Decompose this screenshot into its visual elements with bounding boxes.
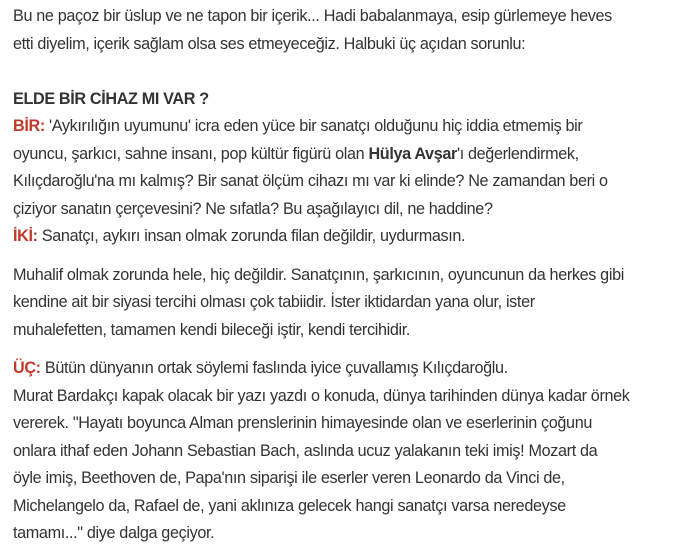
bir-label: BİR:: [13, 117, 45, 135]
para4-line-6: tamamı..." diye dalga geçiyor.: [13, 524, 215, 542]
bir-name: Hülya Avşar: [368, 144, 457, 163]
para4-line-5: Michelangelo da, Rafael de, yani aklınıza gelecek hangi sanatçı varsa neredeyse: [13, 496, 566, 515]
uc-label: ÜÇ:: [13, 359, 41, 377]
article-body: [13, 3, 681, 548]
intro-line-1: Bu ne paçoz bir üslup ve ne tapon bir içerik... Hadi babalanmaya, esip gürlemeye heves: [13, 7, 612, 25]
section-heading: ELDE BİR CİHAZ MI VAR ?: [13, 89, 209, 108]
uc-text: Bütün dünyanın ortak söylemi faslında iyice çuvallamış Kılıçdaroğlu.: [40, 359, 508, 377]
bir-line-2: [13, 141, 681, 169]
iki-label: İKİ:: [13, 227, 38, 245]
para4-line-1: Murat Bardakçı kapak olacak bir yazı yazdı o konuda, dünya tarihinden dünya kadar örnek: [13, 386, 630, 405]
para4-line-2: vererek. "Hayatı boyunca Alman prenslerinin himayesinde olan ve eserlerinin çoğunu: [13, 414, 593, 432]
bir-line-4: çiziyor sanatın çerçevesini? Ne sıfatla? Bu aşağılayıcı dil, ne haddine?: [13, 199, 493, 218]
paragraph-spacer: [13, 344, 681, 355]
bir-text-2a: oyuncu, şarkıcı, sahne insanı, pop kültür figürü olan: [13, 144, 369, 163]
bir-text-1: 'Aykırılığın uyumunu' icra eden yüce bir sanatçı olduğunu hiç iddia etmemiş bir: [44, 117, 583, 135]
para3-line-2: kendine ait bir siyasi tercihi olması çok tabiidir. İster iktidardan yana olur, ister: [13, 293, 535, 311]
uc-line: [13, 355, 681, 383]
iki-text: Sanatçı, aykırı insan olmak zorunda filan değildir, uydurmasın.: [37, 227, 466, 245]
para3-line-1: Muhalif olmak zorunda hele, hiç değildir. Sanatçının, şarkıcının, oyuncunun da herkes gibi: [13, 265, 624, 284]
para3-line-3: muhalefetten, tamamen kendi bileceği iştir, kendi tercihidir.: [13, 320, 411, 339]
para4-line-3: onlara ithaf eden Johann Sebastian Bach, aslında ucuz yalakanın teki imiş! Mozart da: [13, 441, 598, 460]
paragraph-spacer: [13, 58, 681, 86]
intro-line-2: etti diyelim, içerik sağlam olsa ses etmeyeceğiz. Halbuki üç açıdan sorunlu:: [13, 34, 526, 53]
bir-line-1: [13, 113, 681, 141]
paragraph-spacer: [13, 251, 681, 262]
bir-text-2b: 'ı değerlendirmek,: [456, 144, 579, 163]
para4-line-4: öyle imiş, Beethoven de, Papa'nın siparişi ile eserler veren Leonardo da Vinci de,: [13, 469, 565, 487]
iki-line: [13, 223, 681, 251]
bir-line-3: Kılıçdaroğlu'na mı kalmış? Bir sanat ölçüm cihazı mı var ki elinde? Ne zamandan beri o: [13, 172, 608, 190]
